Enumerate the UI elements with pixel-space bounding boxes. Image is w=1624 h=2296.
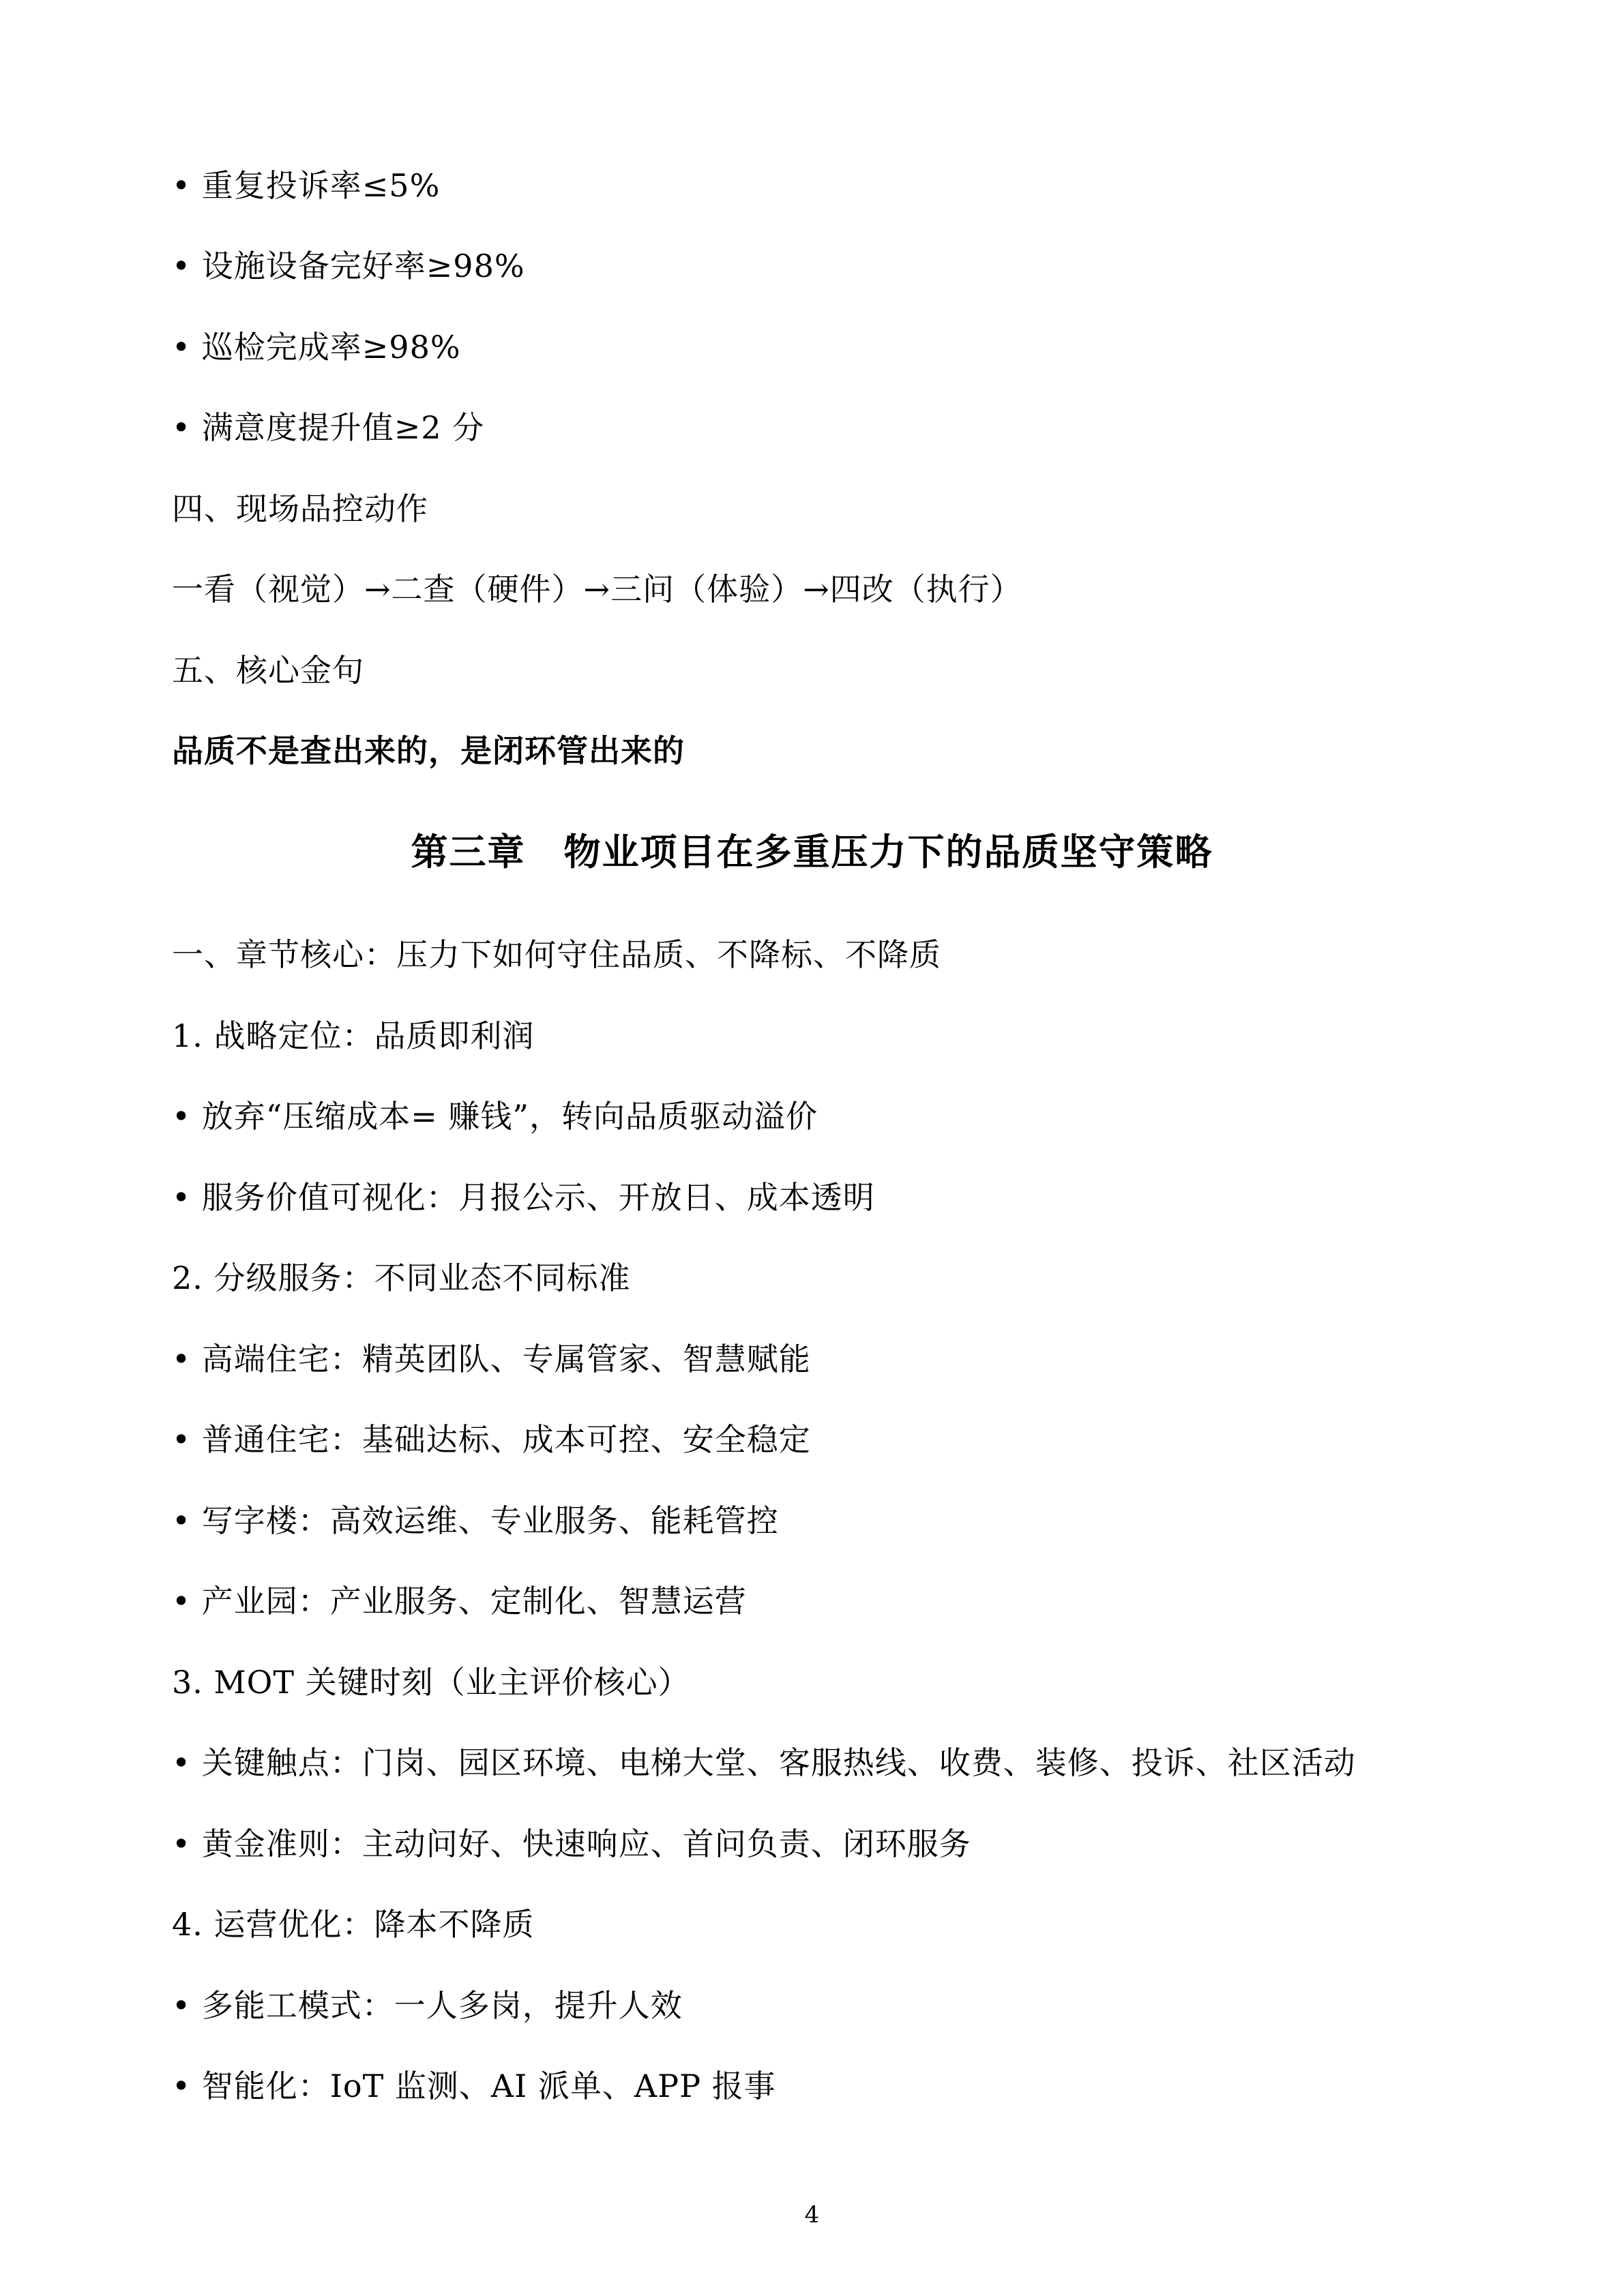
bullet-ordinary-residence: • 普通住宅：基础达标、成本可控、安全稳定 [172,1421,811,1458]
page-number: 4 [804,2201,820,2228]
bullet-high-end-residence: • 高端住宅：精英团队、专属管家、智慧赋能 [172,1341,811,1377]
bullet-key-touchpoints: • 关键触点：门岗、园区环境、电梯大堂、客服热线、收费、装修、投诉、社区活动 [172,1744,1356,1781]
subheading-operation-optimization: 4. 运营优化：降本不降质 [172,1906,535,1943]
bullet-repeat-complaint-rate: • 重复投诉率≤5% [172,167,441,204]
core-sentence: 品质不是查出来的，是闭环管出来的 [172,732,685,769]
bullet-quality-premium: • 放弃“压缩成本= 赚钱”，转向品质驱动溢价 [172,1098,818,1135]
bullet-industrial-park: • 产业园：产业服务、定制化、智慧运营 [172,1583,747,1620]
bullet-golden-rules: • 黄金准则：主动问好、快速响应、首问负责、闭环服务 [172,1825,971,1862]
chapter-core-heading: 一、章节核心：压力下如何守住品质、不降标、不降质 [172,936,941,973]
chapter-title: 第三章 物业项目在多重压力下的品质坚守策略 [411,830,1213,874]
subheading-mot-moments: 3. MOT 关键时刻（业主评价核心） [172,1664,690,1701]
bullet-satisfaction-improvement: • 满意度提升值≥2 分 [172,409,485,446]
section-heading-core-sentence: 五、核心金句 [172,652,364,689]
bullet-intelligentization: • 智能化：IoT 监测、AI 派单、APP 报事 [172,2068,776,2104]
bullet-service-value-visualization: • 服务价值可视化：月报公示、开放日、成本透明 [172,1179,875,1216]
bullet-inspection-completion-rate: • 巡检完成率≥98% [172,329,461,366]
subheading-strategic-positioning: 1. 战略定位：品质即利润 [172,1017,535,1054]
section-heading-onsite-quality-control: 四、现场品控动作 [172,490,428,527]
subheading-tiered-service: 2. 分级服务：不同业态不同标准 [172,1259,631,1296]
onsite-control-steps: 一看（视觉）→二查（硬件）→三问（体验）→四改（执行） [172,571,1022,608]
bullet-office-building: • 写字楼：高效运维、专业服务、能耗管控 [172,1502,779,1539]
bullet-facility-intact-rate: • 设施设备完好率≥98% [172,248,525,284]
bullet-multi-skill-mode: • 多能工模式：一人多岗，提升人效 [172,1987,683,2024]
